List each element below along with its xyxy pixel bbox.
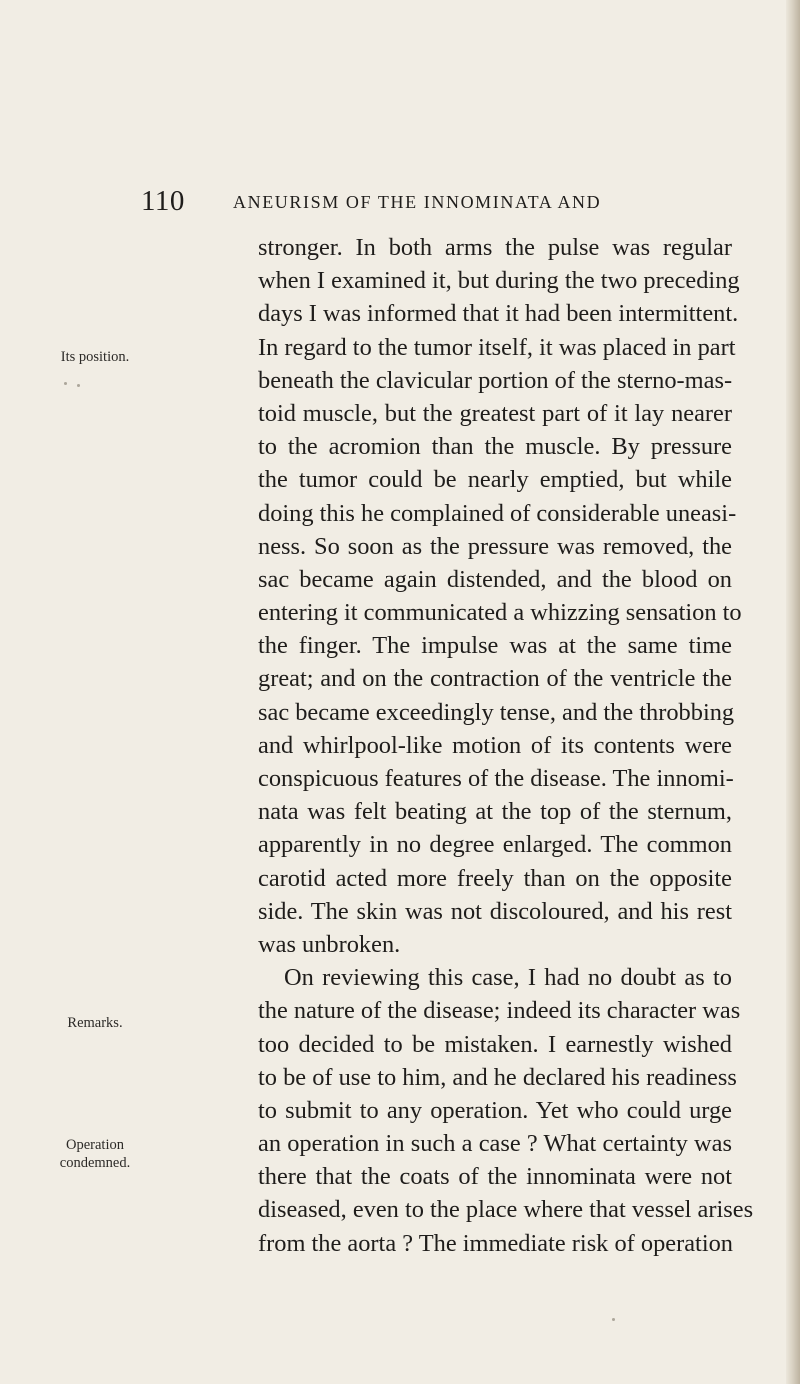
running-title: ANEURISM OF THE INNOMINATA AND: [233, 192, 602, 212]
text-line: ness. So soon as the pressure was removed, the: [258, 532, 732, 560]
margin-note-its-position: Its position.: [60, 349, 130, 365]
text-line: toid muscle, but the greatest part of it lay nearer: [258, 399, 732, 427]
text-line: entering it communicated a whizzing sensation to: [258, 599, 742, 627]
text-line: nata was felt beating at the top of the sternum,: [258, 798, 732, 826]
print-speck: [77, 384, 80, 387]
text-line: to the acromion than the muscle. By pressure: [258, 433, 732, 461]
text-line: In regard to the tumor itself, it was placed in part: [258, 333, 736, 361]
text-line: sac became again distended, and the blood on: [258, 565, 732, 593]
margin-note-condemned: condemned.: [59, 1155, 131, 1171]
text-line: to submit to any operation. Yet who could urge: [258, 1096, 732, 1124]
text-line: from the aorta ? The immediate risk of operation: [258, 1229, 733, 1257]
text-line: an operation in such a case ? What certainty was: [258, 1130, 732, 1158]
page-edge-shadow: [786, 0, 800, 1384]
page-number: 110: [141, 185, 185, 217]
text-line: the tumor could be nearly emptied, but while: [258, 466, 732, 494]
margin-note-operation: Operation: [66, 1137, 124, 1153]
text-line: the finger. The impulse was at the same time: [258, 632, 732, 660]
text-line: sac became exceedingly tense, and the throbbing: [258, 698, 735, 726]
page-header: [141, 184, 661, 224]
text-line: doing this he complained of considerable uneasi-: [258, 499, 737, 527]
text-line: when I examined it, but during the two preceding: [258, 267, 740, 295]
text-line: to be of use to him, and he declared his readiness: [258, 1063, 737, 1091]
text-line: beneath the clavicular portion of the sterno-mas-: [258, 366, 733, 394]
text-line: apparently in no degree enlarged. The common: [258, 831, 732, 859]
text-line: too decided to be mistaken. I earnestly wished: [258, 1030, 732, 1058]
body-text: [258, 231, 754, 1260]
text-line: days I was informed that it had been intermittent.: [258, 300, 739, 328]
text-line: was unbroken.: [258, 930, 401, 958]
text-line: stronger. In both arms the pulse was regular: [258, 234, 732, 261]
text-line: the nature of the disease; indeed its character was: [258, 997, 741, 1025]
text-line: great; and on the contraction of the ventricle the: [258, 665, 732, 693]
text-line: conspicuous features of the disease. The innomi-: [258, 765, 734, 792]
margin-note-remarks: Remarks.: [67, 1015, 123, 1031]
text-line: side. The skin was not discoloured, and his rest: [258, 897, 732, 925]
print-speck: [612, 1318, 615, 1321]
text-line: and whirlpool-like motion of its contents were: [258, 731, 732, 759]
print-speck: [64, 382, 67, 385]
text-line: carotid acted more freely than on the opposite: [258, 864, 732, 892]
text-line: On reviewing this case, I had no doubt as to: [284, 964, 732, 992]
text-line: there that the coats of the innominata were not: [258, 1163, 732, 1191]
text-line: diseased, even to the place where that vessel arises: [258, 1196, 754, 1224]
